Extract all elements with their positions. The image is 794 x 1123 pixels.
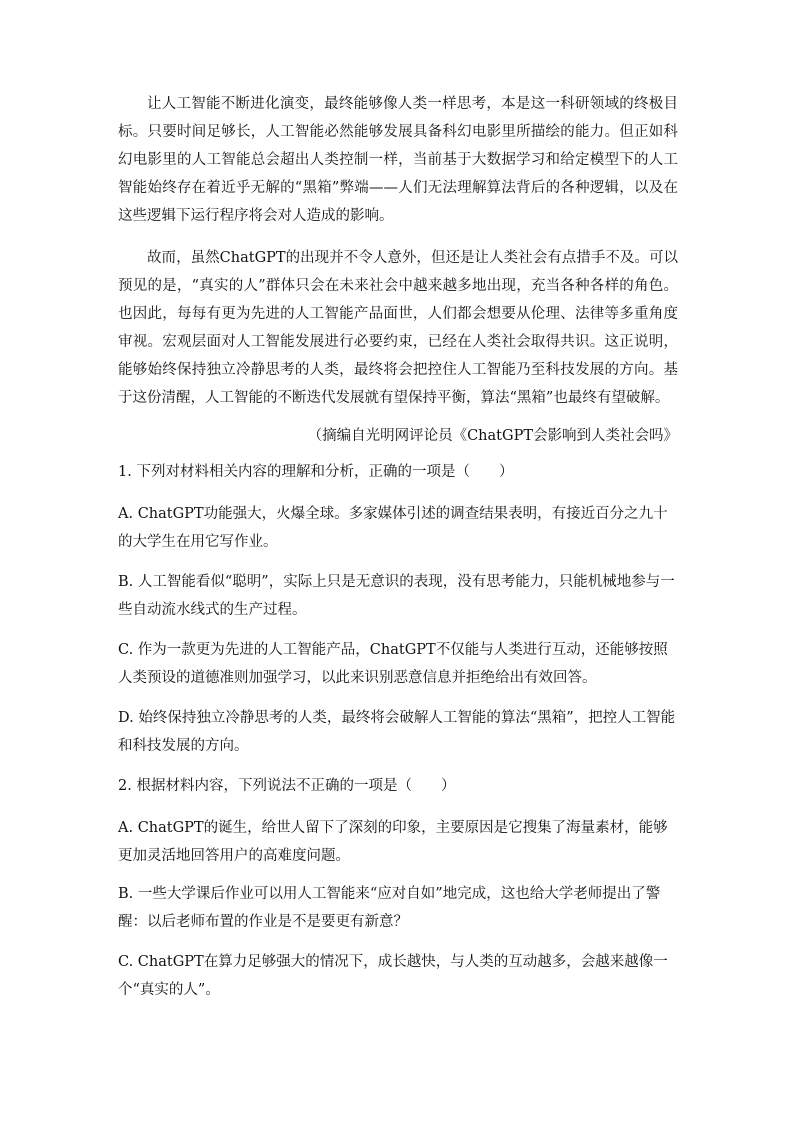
passage-source: （摘编自光明网评论员《ChatGPT会影响到人类社会吗》 bbox=[307, 428, 678, 444]
question-1-stem: 1. 下列对材料相关内容的理解和分析，正确的一项是（ ） bbox=[118, 464, 514, 480]
question-1-option-c: C. 作为一款更为先进的人工智能产品，ChatGPT不仅能与人类进行互动，还能够按照人类预设的道德准则加强学习，以此来识别恶意信息并拒绝给出有效回答。 bbox=[118, 642, 668, 686]
question-2-stem: 2. 根据材料内容，下列说法不正确的一项是（ ） bbox=[118, 778, 456, 794]
passage-paragraph-2: 故而，虽然ChatGPT的出现并不令人意外，但还是让人类社会有点措手不及。可以预见的是，“真实的人”群体只会在未来社会中越来越多地出现，充当各种各样的角色。也因此，每每有更为先进的人工智能产品面世，人们都会想要从伦理、法律等多重角度审视。宏观层面对人工智能发展进行必要约束，已经在人类社会取得共识。这正说明，能够始终保持独立冷静思考的人类，最终将会把控住人工智能乃至科技发展的方向。基于这份清醒，人工智能的不断迭代发展就有望保持平衡，算法“黑箱”也最终有望破解。 bbox=[118, 250, 678, 406]
question-2-option-c: C. ChatGPT在算力足够强大的情况下，成长越快，与人类的互动越多，会越来越像一个“真实的人”。 bbox=[118, 954, 668, 998]
question-2-option-a: A. ChatGPT的诞生，给世人留下了深刻的印象，主要原因是它搜集了海量素材，能够更加灵活地回答用户的高难度问题。 bbox=[118, 820, 668, 864]
passage-paragraph-1: 让人工智能不断进化演变，最终能够像人类一样思考，本是这一科研领域的终极目标。只要时间足够长，人工智能必然能够发展具备科幻电影里所描绘的能力。但正如科幻电影里的人工智能总会超出人类控制一样，当前基于大数据学习和给定模型下的人工智能始终存在着近乎无解的“黑箱”弊端——人们无法理解算法背后的各种逻辑，以及在这些逻辑下运行程序将会对人造成的影响。 bbox=[118, 96, 678, 224]
question-1-option-b: B. 人工智能看似“聪明”，实际上只是无意识的表现，没有思考能力，只能机械地参与一些自动流水线式的生产过程。 bbox=[118, 574, 675, 618]
question-1-option-a: A. ChatGPT功能强大，火爆全球。多家媒体引述的调查结果表明，有接近百分之九十的大学生在用它写作业。 bbox=[118, 506, 668, 550]
question-1-option-d: D. 始终保持独立冷静思考的人类，最终将会破解人工智能的算法“黑箱”，把控人工智能和科技发展的方向。 bbox=[118, 710, 676, 754]
question-2-option-b: B. 一些大学课后作业可以用人工智能来“应对自如”地完成，这也给大学老师提出了警醒：以后老师布置的作业是不是要更有新意？ bbox=[118, 886, 661, 930]
